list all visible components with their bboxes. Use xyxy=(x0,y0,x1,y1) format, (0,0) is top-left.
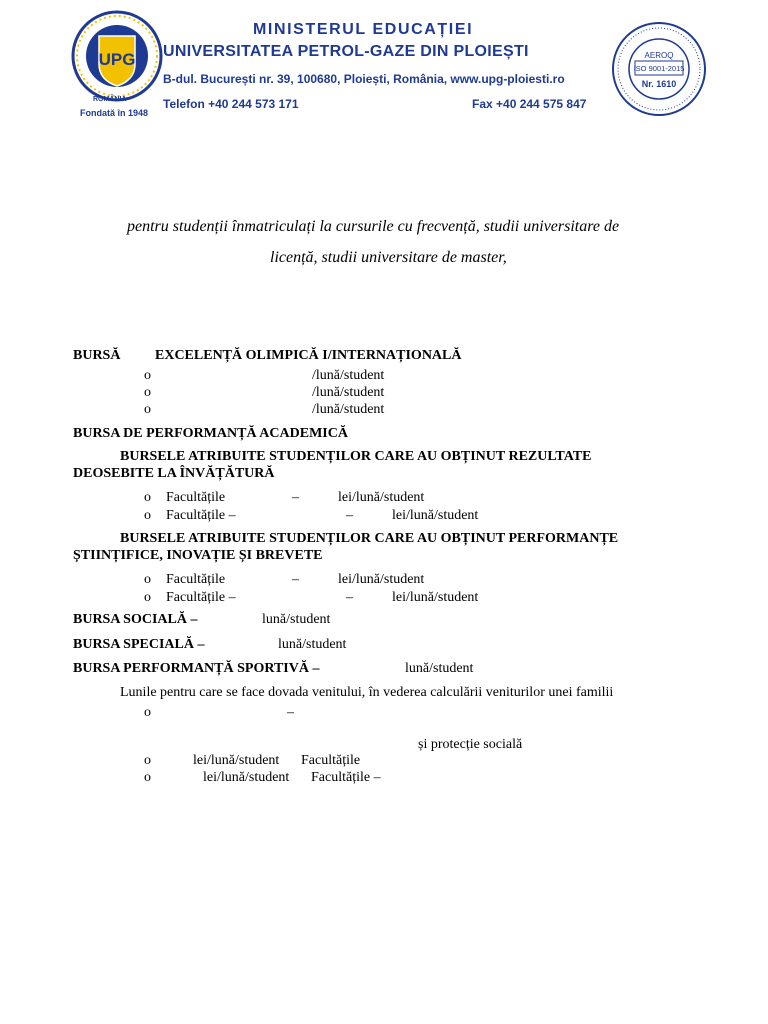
dash: – xyxy=(346,590,353,605)
svg-text:AEROQ: AEROQ xyxy=(644,51,674,60)
bullet: o xyxy=(144,590,151,605)
list-item-value: /lună/student xyxy=(312,385,385,400)
list-item xyxy=(144,508,151,524)
bursa-sportiva: BURSA PERFORMANȚĂ SPORTIVĂ – xyxy=(73,661,320,676)
amount-unit: lei/lună/student xyxy=(193,753,280,768)
faculty-label: Facultățile – xyxy=(166,508,236,523)
invatatura-heading-1: BURSELE ATRIBUITE STUDENȚILOR CARE AU OBȚINUT REZULTATE xyxy=(120,449,592,464)
header-address: B-dul. București nr. 39, 100680, Ploiești, România, www.upg-ploiesti.ro xyxy=(163,72,565,86)
list-item xyxy=(144,705,151,721)
list-item xyxy=(144,590,151,606)
list-item xyxy=(144,490,151,506)
olimpica-heading: EXCELENȚĂ OLIMPICĂ I/INTERNAȚIONALĂ xyxy=(155,348,462,363)
stiintifice-heading-1: BURSELE ATRIBUITE STUDENȚILOR CARE AU OBȚINUT PERFORMANȚE xyxy=(120,531,619,546)
faculty-label: Facultățile – xyxy=(166,590,236,605)
bursa-sportiva-unit: lună/student xyxy=(405,661,474,676)
list-item xyxy=(144,572,151,588)
bullet: o xyxy=(144,753,151,768)
header-university: UNIVERSITATEA PETROL-GAZE DIN PLOIEȘTI xyxy=(163,43,529,60)
bullet: o xyxy=(144,508,151,523)
header-phone: Telefon +40 244 573 171 xyxy=(163,97,299,111)
bursa-sociala-unit: lună/student xyxy=(262,612,331,627)
bursa-speciala-unit: lună/student xyxy=(278,637,347,652)
list-item xyxy=(144,753,151,769)
bullet: o xyxy=(144,770,151,785)
iso-certificate-seal xyxy=(610,20,708,118)
bullet: o xyxy=(144,402,151,417)
list-item xyxy=(144,368,151,384)
intro-line-2: licență, studii universitare de master, xyxy=(270,249,507,266)
certification-seal-icon xyxy=(610,20,708,118)
list-item xyxy=(144,770,151,786)
bullet: o xyxy=(144,385,151,400)
list-item-value: /lună/student xyxy=(312,368,385,383)
logo-founded: Fondată în 1948 xyxy=(80,108,149,118)
bursa-label: BURSĂ xyxy=(73,348,121,363)
svg-text:ISO 9001-2015: ISO 9001-2015 xyxy=(633,64,685,73)
faculty-label: Facultățile xyxy=(301,753,361,768)
faculty-label: Facultățile xyxy=(166,490,226,505)
amount-unit: lei/lună/student xyxy=(338,572,425,587)
stiintifice-heading-2: ȘTIINȚIFICE, INOVAȚIE ȘI BREVETE xyxy=(73,548,323,563)
faculty-label: Facultățile xyxy=(166,572,226,587)
performanta-academica-heading: BURSA DE PERFORMANȚĂ ACADEMICĂ xyxy=(73,426,348,441)
protectie-text: și protecție socială xyxy=(418,737,523,752)
dash: – xyxy=(292,572,299,587)
dash: – xyxy=(287,705,294,720)
invatatura-heading-2: DEOSEBITE LA ÎNVĂȚĂTURĂ xyxy=(73,466,275,481)
intro-line-1: pentru studenții înmatriculați la cursurile cu frecvență, studii universitare de xyxy=(127,218,620,235)
amount-unit: lei/lună/student xyxy=(392,590,479,605)
amount-unit: lei/lună/student xyxy=(338,490,425,505)
dash: – xyxy=(292,490,299,505)
dash: – xyxy=(346,508,353,523)
list-item xyxy=(144,385,151,401)
header-ministry: MINISTERUL EDUCAȚIEI xyxy=(253,21,474,38)
bursa-sociala: BURSA SOCIALĂ – xyxy=(73,612,198,627)
svg-text:Nr. 1610: Nr. 1610 xyxy=(641,79,677,89)
university-logo xyxy=(70,10,164,120)
svg-text:UPG: UPG xyxy=(98,50,136,69)
bursa-speciala: BURSA SPECIALĂ – xyxy=(73,637,205,652)
list-item-value: /lună/student xyxy=(312,402,385,417)
list-item xyxy=(144,402,151,418)
bullet: o xyxy=(144,705,151,720)
bullet: o xyxy=(144,490,151,505)
faculty-label: Facultățile – xyxy=(311,770,381,785)
bullet: o xyxy=(144,572,151,587)
lunile-text: Lunile pentru care se face dovada venitului, în vederea calculării veniturilor unei familii xyxy=(120,685,614,700)
amount-unit: lei/lună/student xyxy=(203,770,290,785)
header-fax: Fax +40 244 575 847 xyxy=(472,97,587,111)
amount-unit: lei/lună/student xyxy=(392,508,479,523)
logo-country: ROMÂNIA xyxy=(93,96,127,103)
university-seal-icon xyxy=(70,10,164,120)
bullet: o xyxy=(144,368,151,383)
